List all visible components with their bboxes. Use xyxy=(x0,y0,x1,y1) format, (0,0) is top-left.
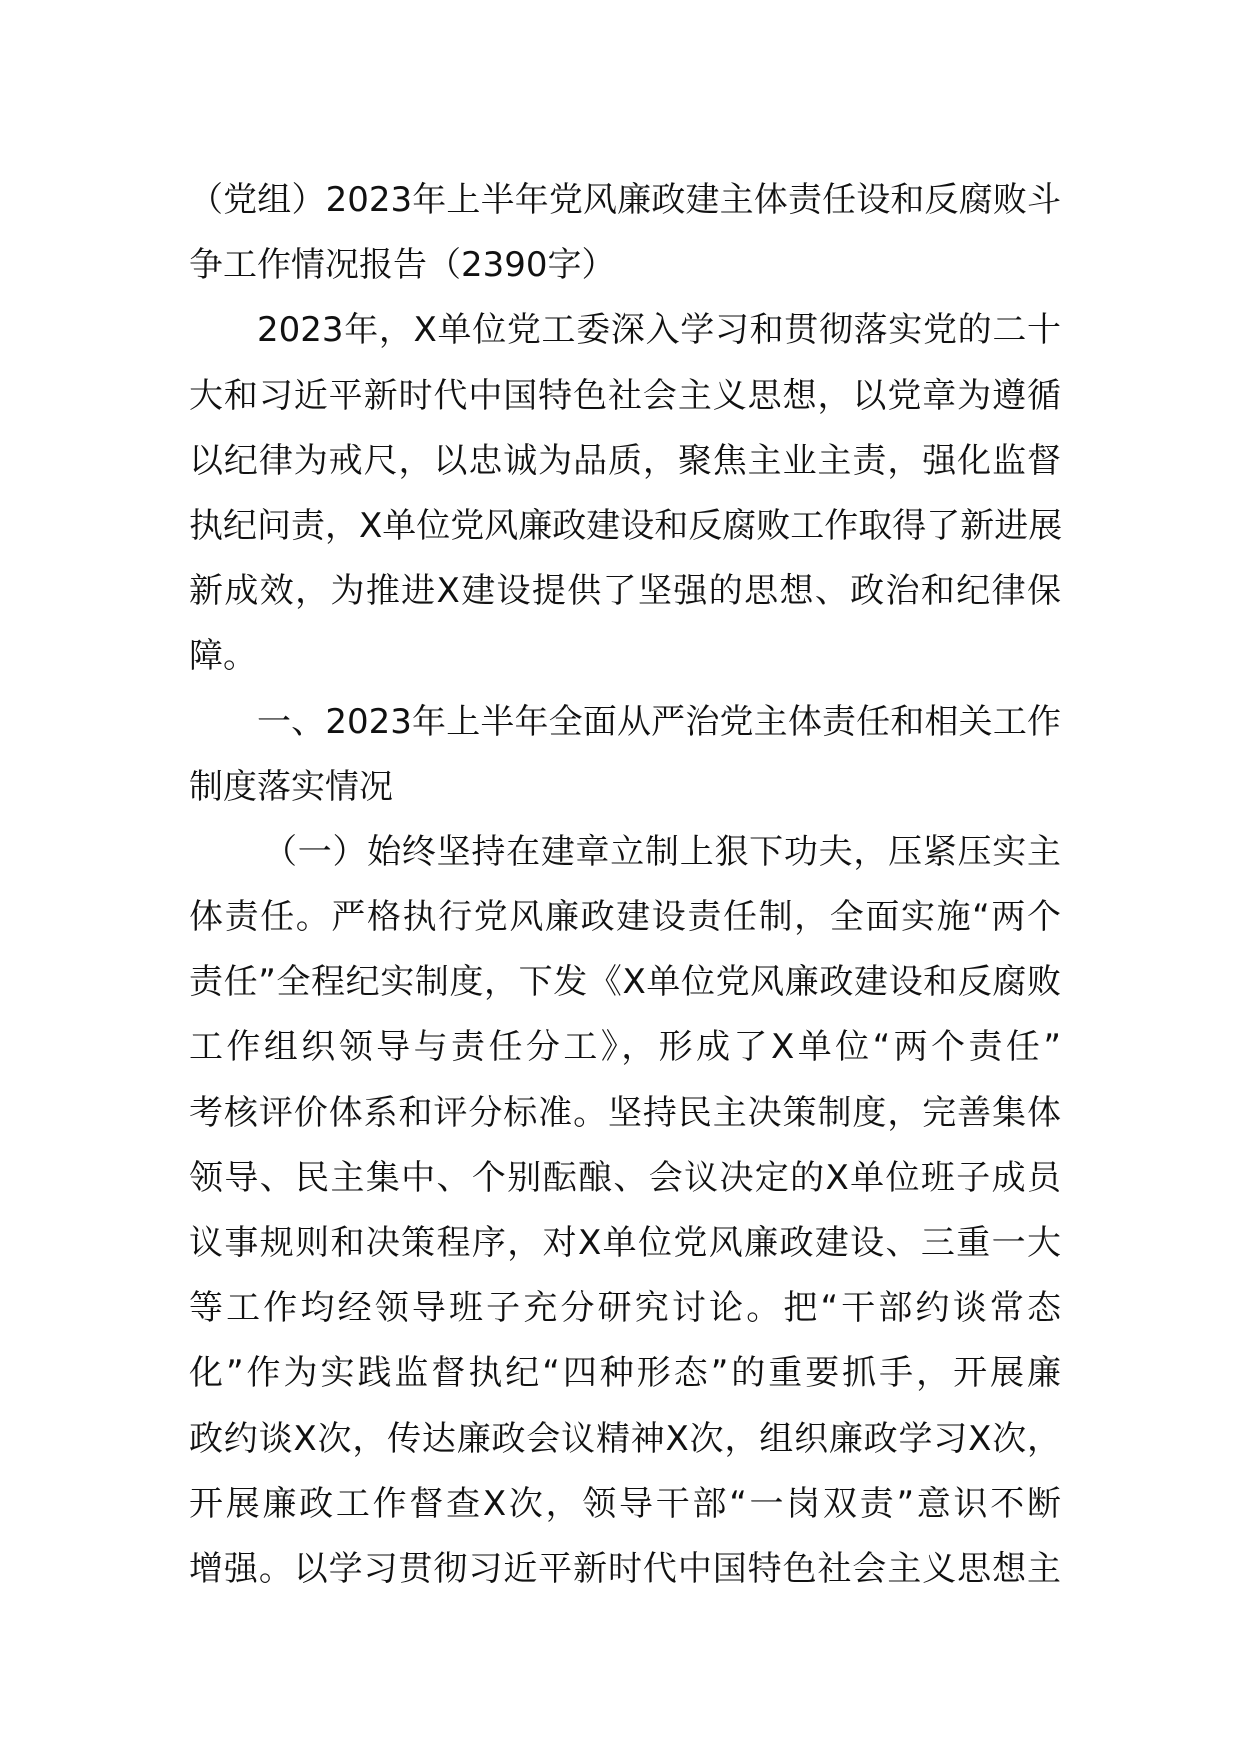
heading-line: 一、2023年上半年全面从严治党主体责任和相关工作 xyxy=(257,701,1061,742)
text-line: （一）始终坚持在建章立制上狠下功夫，压紧压实主 xyxy=(263,831,1061,872)
text-line: 责任”全程纪实制度，下发《X单位党风廉政建设和反腐败 xyxy=(189,962,1061,1003)
text-line: 以纪律为戒尺，以忠诚为品质，聚焦主业主责，强化监督 xyxy=(189,440,1061,481)
text-line: 开展廉政工作督查X次，领导干部“一岗双责”意识不断 xyxy=(189,1483,1061,1524)
text-line: 议事规则和决策程序，对X单位党风廉政建设、三重一大 xyxy=(189,1223,1061,1263)
text-line: 等工作均经领导班子充分研究讨论。把“干部约谈常态 xyxy=(189,1288,1061,1329)
title-line: 争工作情况报告（2390字） xyxy=(189,245,616,286)
heading-line: 制度落实情况 xyxy=(189,766,393,807)
title-line: （党组）2023年上半年党风廉政建主体责任设和反腐败斗 xyxy=(189,180,1061,220)
text-line: 新成效，为推进X建设提供了坚强的思想、政治和纪律保 xyxy=(189,571,1061,612)
text-line: 领导、民主集中、个别酝酿、会议决定的X单位班子成员 xyxy=(189,1157,1061,1198)
text-line: 障。 xyxy=(189,636,257,677)
text-line: 考核评价体系和评分标准。坚持民主决策制度，完善集体 xyxy=(189,1092,1061,1133)
section-heading xyxy=(189,690,1061,820)
text-line: 2023年，X单位党工委深入学习和贯彻落实党的二十 xyxy=(257,310,1061,351)
document-page xyxy=(189,168,1061,1602)
subsection-paragraph xyxy=(189,820,1061,1602)
text-line: 政约谈X次，传达廉政会议精神X次，组织廉政学习X次， xyxy=(189,1418,1061,1459)
text-line: 化”作为实践监督执纪“四种形态”的重要抓手，开展廉 xyxy=(189,1353,1061,1394)
text-line: 执纪问责，X单位党风廉政建设和反腐败工作取得了新进展 xyxy=(189,505,1063,546)
text-line: 增强。以学习贯彻习近平新时代中国特色社会主义思想主 xyxy=(189,1548,1061,1589)
text-line: 大和习近平新时代中国特色社会主义思想，以党章为遵循 xyxy=(189,375,1061,416)
text-line: 体责任。严格执行党风廉政建设责任制，全面实施“两个 xyxy=(189,897,1061,938)
document-title xyxy=(189,168,1061,298)
text-line: 工作组织领导与责任分工》，形成了X单位“两个责任” xyxy=(189,1027,1061,1068)
intro-paragraph xyxy=(189,298,1061,689)
